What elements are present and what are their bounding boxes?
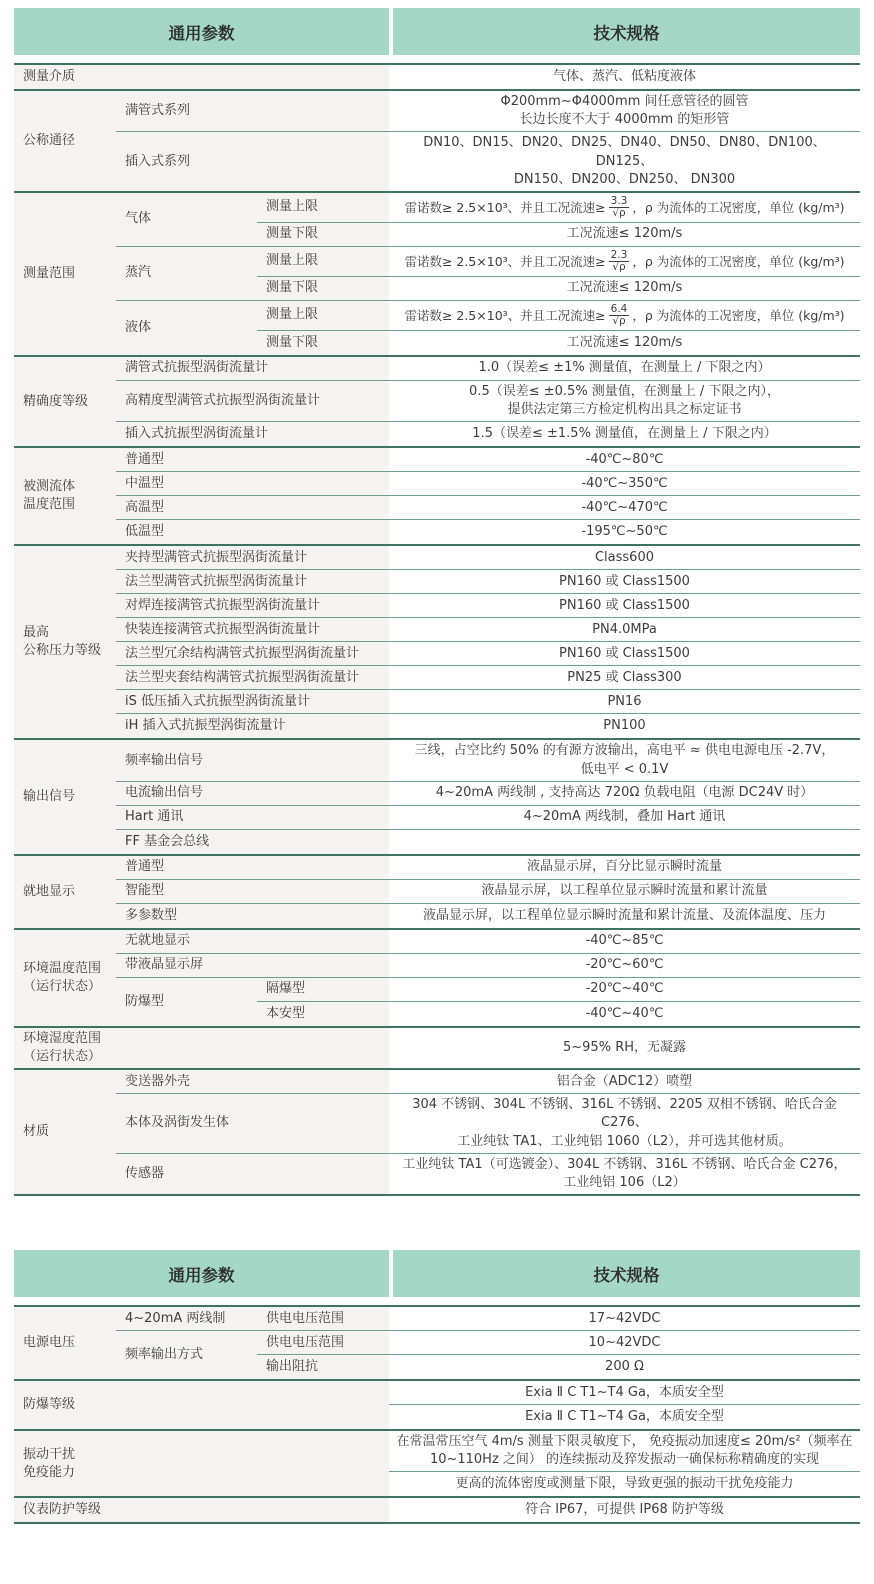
row-value: 气体、蒸汽、低粘度液体 xyxy=(389,65,860,89)
section-explosion-proof xyxy=(14,1379,860,1429)
label-line: 温度范围 xyxy=(23,497,76,513)
row-value: PN25 或 Class300 xyxy=(389,666,860,690)
row-value: 10~42VDC xyxy=(389,1331,860,1355)
fraction-denominator: √ρ xyxy=(612,260,626,273)
fraction-numerator: 2.3 xyxy=(610,248,628,261)
label-line: 环境温度范围 xyxy=(23,960,102,976)
fluid-label: 气体 xyxy=(116,193,257,247)
row-value xyxy=(389,830,860,854)
row-value: PN4.0MPa xyxy=(389,618,860,642)
fraction-numerator: 3.3 xyxy=(610,194,628,207)
row-value: 1.0（误差≤ ±1% 测量值，在测量上 / 下限之内） xyxy=(389,357,860,381)
value-line: 工业纯钛 TA1、工业纯铝 1060（L2），并可选其他材质。 xyxy=(457,1133,792,1149)
row-value: -40℃~350℃ xyxy=(389,472,860,496)
row-label: 法兰型夹套结构满管式抗振型涡街流量计 xyxy=(116,666,389,690)
row-sublabel: 输出阻抗 xyxy=(257,1355,389,1379)
row-label: 测量下限 xyxy=(257,331,389,355)
row-value: PN160 或 Class1500 xyxy=(389,594,860,618)
row-value xyxy=(389,91,860,132)
row-value: PN160 或 Class1500 xyxy=(389,642,860,666)
row-value: 4~20mA 两线制，叠加 Hart 通讯 xyxy=(389,806,860,830)
section-label: 防爆等级 xyxy=(14,1381,389,1429)
label-line: 最高 xyxy=(23,625,50,641)
label-line: 被测流体 xyxy=(23,479,76,495)
section-measuring-medium xyxy=(14,63,860,89)
row-label: iH 插入式抗振型涡街流量计 xyxy=(116,714,389,738)
value-line: 304 不锈钢、304L 不锈钢、316L 不锈钢、2205 双相不锈钢、哈氏合金 C276、 xyxy=(412,1097,837,1131)
row-label: 本体及涡街发生体 xyxy=(116,1094,389,1154)
fraction xyxy=(609,304,630,327)
row-value: 1.5（误差≤ ±1.5% 测量值，在测量上 / 下限之内） xyxy=(389,422,860,446)
section-accuracy xyxy=(14,355,860,446)
row-label: 高精度型满管式抗振型涡街流量计 xyxy=(116,381,389,422)
row-value-formula xyxy=(389,301,860,331)
row-label: 普通型 xyxy=(116,448,389,472)
row-value: PN160 或 Class1500 xyxy=(389,570,860,594)
row-label: 插入式抗振型涡街流量计 xyxy=(116,422,389,446)
value-line: DN150、DN200、DN250、 DN300 xyxy=(513,171,736,187)
row-sublabel: 供电电压范围 xyxy=(257,1307,389,1331)
row-value: 5~95% RH，无凝露 xyxy=(389,1028,860,1068)
section-vibration-immunity xyxy=(14,1429,860,1496)
value-line: 10~110Hz 之间） 的连续振动及猝发振动一确保标称精确度的实现 xyxy=(429,1452,820,1468)
row-value: -40℃~80℃ xyxy=(389,448,860,472)
row-label: 测量下限 xyxy=(257,277,389,301)
row-value xyxy=(389,1154,860,1194)
section-local-display xyxy=(14,854,860,928)
fluid-label: 蒸汽 xyxy=(116,247,257,301)
section-nominal-diameter xyxy=(14,89,860,191)
row-sublabel: 供电电压范围 xyxy=(257,1331,389,1355)
row-label: 测量下限 xyxy=(257,223,389,247)
row-value xyxy=(389,740,860,781)
value-line: 提供法定第三方检定机构出具之标定证书 xyxy=(507,402,742,418)
row-value-formula xyxy=(389,247,860,277)
row-value: -40℃~470℃ xyxy=(389,496,860,520)
fluid-label: 液体 xyxy=(116,301,257,355)
label-line: 免疫能力 xyxy=(23,1464,76,1480)
table2-body xyxy=(14,1305,860,1524)
table1-header xyxy=(14,8,860,55)
row-value: 工况流速≤ 120m/s xyxy=(389,331,860,355)
section-fluid-temperature xyxy=(14,446,860,544)
row-label: 防爆型 xyxy=(116,978,257,1026)
value-line: 0.5（误差≤ ±0.5% 测量值，在测量上 / 下限之内）， xyxy=(469,384,780,400)
section-label xyxy=(14,930,116,1026)
formula-suffix: ，ρ 为流体的工况密度，单位 (kg/m³) xyxy=(632,199,845,215)
label-line: （运行状态） xyxy=(23,978,102,994)
row-value: 17~42VDC xyxy=(389,1307,860,1331)
row-value: Class600 xyxy=(389,546,860,570)
row-value xyxy=(389,1094,860,1154)
fraction-numerator: 6.4 xyxy=(610,303,628,315)
table2-header xyxy=(14,1250,860,1297)
row-value: 200 Ω xyxy=(389,1355,860,1379)
formula-suffix: ，ρ 为流体的工况密度，单位 (kg/m³) xyxy=(632,307,845,323)
section-label xyxy=(14,1431,389,1496)
row-label: 测量上限 xyxy=(257,193,389,223)
row-value-formula xyxy=(389,193,860,223)
row-value: PN100 xyxy=(389,714,860,738)
row-label: 插入式系列 xyxy=(116,132,389,191)
fraction-denominator: √ρ xyxy=(612,315,626,328)
row-value: -40℃~40℃ xyxy=(389,1002,860,1026)
formula-prefix: 雷诺数≥ 2.5×10³、并且工况流速≥ xyxy=(404,307,606,323)
row-value xyxy=(389,132,860,191)
table1-body xyxy=(14,63,860,1196)
row-label: 智能型 xyxy=(116,880,389,904)
formula-suffix: ，ρ 为流体的工况密度，单位 (kg/m³) xyxy=(632,253,845,269)
row-value: 更高的流体密度或测量下限，导致更强的振动干扰免疫能力 xyxy=(389,1472,860,1496)
value-line: 在常温常压空气 4m/s 测量下限灵敏度下， 免疫振动加速度≤ 20m/s²（频率在 xyxy=(396,1434,853,1450)
row-label: FF 基金会总线 xyxy=(116,830,389,854)
row-label: 中温型 xyxy=(116,472,389,496)
row-value: PN16 xyxy=(389,690,860,714)
fraction-denominator: √ρ xyxy=(612,206,626,219)
row-value: 4~20mA 两线制 , 支持高达 720Ω 负载电阻（电源 DC24V 时） xyxy=(389,782,860,806)
value-line: Φ200mm~Φ4000mm 间任意管径的圆管 xyxy=(500,94,749,109)
row-value: -20℃~60℃ xyxy=(389,954,860,978)
section-label xyxy=(14,448,116,544)
table2-header-right: 技术规格 xyxy=(393,1250,860,1297)
row-label: 满管式系列 xyxy=(116,91,389,132)
row-sublabel: 本安型 xyxy=(257,1002,389,1026)
row-label: 变送器外壳 xyxy=(116,1070,389,1094)
row-label: iS 低压插入式抗振型涡街流量计 xyxy=(116,690,389,714)
row-label: 无就地显示 xyxy=(116,930,389,954)
section-label: 材质 xyxy=(14,1070,116,1194)
row-sublabel: 隔爆型 xyxy=(257,978,389,1002)
table-gap xyxy=(14,1196,860,1250)
value-line: 长边长度不大于 4000mm 的矩形管 xyxy=(519,112,730,128)
row-label: 传感器 xyxy=(116,1154,389,1194)
row-label: 高温型 xyxy=(116,496,389,520)
row-label: 快装连接满管式抗振型涡街流量计 xyxy=(116,618,389,642)
row-value: -195℃~50℃ xyxy=(389,520,860,544)
section-label: 仪表防护等级 xyxy=(14,1498,389,1522)
row-value: 液晶显示屏，以工程单位显示瞬时流量和累计流量 xyxy=(389,880,860,904)
row-value xyxy=(389,1431,860,1472)
table1-header-right: 技术规格 xyxy=(393,8,860,55)
section-label xyxy=(14,1028,389,1068)
row-label: 4~20mA 两线制 xyxy=(116,1307,257,1331)
row-label: 测量上限 xyxy=(257,247,389,277)
row-label: 夹持型满管式抗振型涡街流量计 xyxy=(116,546,389,570)
row-label: 测量上限 xyxy=(257,301,389,331)
fraction xyxy=(609,250,630,273)
section-output-signal xyxy=(14,738,860,853)
row-value: 符合 IP67，可提供 IP68 防护等级 xyxy=(389,1498,860,1522)
row-label: 低温型 xyxy=(116,520,389,544)
value-line: 工业纯铝 106（L2） xyxy=(563,1174,686,1190)
value-line: 工业纯钛 TA1（可选镀金）、304L 不锈钢、316L 不锈钢、哈氏合金 C276， xyxy=(402,1156,847,1172)
section-label: 电源电压 xyxy=(14,1307,116,1379)
row-label: 频率输出方式 xyxy=(116,1331,257,1379)
row-label: 电流输出信号 xyxy=(116,782,389,806)
label-line: 环境湿度范围 xyxy=(23,1030,102,1046)
row-label: 满管式抗振型涡街流量计 xyxy=(116,357,389,381)
section-label: 测量范围 xyxy=(14,193,116,355)
section-power-supply xyxy=(14,1305,860,1379)
row-label: 普通型 xyxy=(116,856,389,880)
section-label: 输出信号 xyxy=(14,740,116,853)
row-value: 工况流速≤ 120m/s xyxy=(389,223,860,247)
row-value xyxy=(389,381,860,422)
row-value: 液晶显示屏，百分比显示瞬时流量 xyxy=(389,856,860,880)
section-max-pressure xyxy=(14,544,860,738)
section-ingress-protection xyxy=(14,1496,860,1522)
section-ambient-humidity xyxy=(14,1026,860,1068)
row-value: 铝合金（ADC12）喷塑 xyxy=(389,1070,860,1094)
fraction xyxy=(609,196,630,219)
row-label: 带液晶显示屏 xyxy=(116,954,389,978)
row-value: -40℃~85℃ xyxy=(389,930,860,954)
row-label: 频率输出信号 xyxy=(116,740,389,781)
section-label: 精确度等级 xyxy=(14,357,116,446)
table2-header-left: 通用参数 xyxy=(14,1250,389,1297)
section-label xyxy=(14,546,116,738)
formula-prefix: 雷诺数≥ 2.5×10³、并且工况流速≥ xyxy=(404,253,606,269)
value-line: DN10、DN15、DN20、DN25、DN40、DN50、DN80、DN100、DN125、 xyxy=(423,135,826,169)
section-material xyxy=(14,1068,860,1194)
table1-header-left: 通用参数 xyxy=(14,8,389,55)
row-value: Exia Ⅱ C T1~T4 Ga，本质安全型 xyxy=(389,1381,860,1405)
label-line: 公称压力等级 xyxy=(23,643,102,659)
section-ambient-temperature xyxy=(14,928,860,1026)
label-line: 振动干扰 xyxy=(23,1446,76,1462)
row-value: 工况流速≤ 120m/s xyxy=(389,277,860,301)
value-line: 低电平 < 0.1V xyxy=(580,761,669,777)
section-label: 就地显示 xyxy=(14,856,116,928)
row-value: Exia Ⅱ C T1~T4 Ga，本质安全型 xyxy=(389,1405,860,1429)
value-line: 三线，占空比约 50% 的有源方波输出，高电平 ≈ 供电电源电压 -2.7V， xyxy=(414,743,835,759)
row-label: 测量介质 xyxy=(14,65,389,89)
label-line: （运行状态） xyxy=(23,1048,102,1064)
formula-prefix: 雷诺数≥ 2.5×10³、并且工况流速≥ xyxy=(404,199,606,215)
row-label: 法兰型满管式抗振型涡街流量计 xyxy=(116,570,389,594)
row-label: Hart 通讯 xyxy=(116,806,389,830)
row-label: 多参数型 xyxy=(116,904,389,928)
section-label: 公称通径 xyxy=(14,91,116,191)
row-label: 法兰型冗余结构满管式抗振型涡街流量计 xyxy=(116,642,389,666)
row-value: 液晶显示屏，以工程单位显示瞬时流量和累计流量、及流体温度、压力 xyxy=(389,904,860,928)
section-measuring-range xyxy=(14,191,860,355)
row-label: 对焊连接满管式抗振型涡街流量计 xyxy=(116,594,389,618)
row-value: -20℃~40℃ xyxy=(389,978,860,1002)
